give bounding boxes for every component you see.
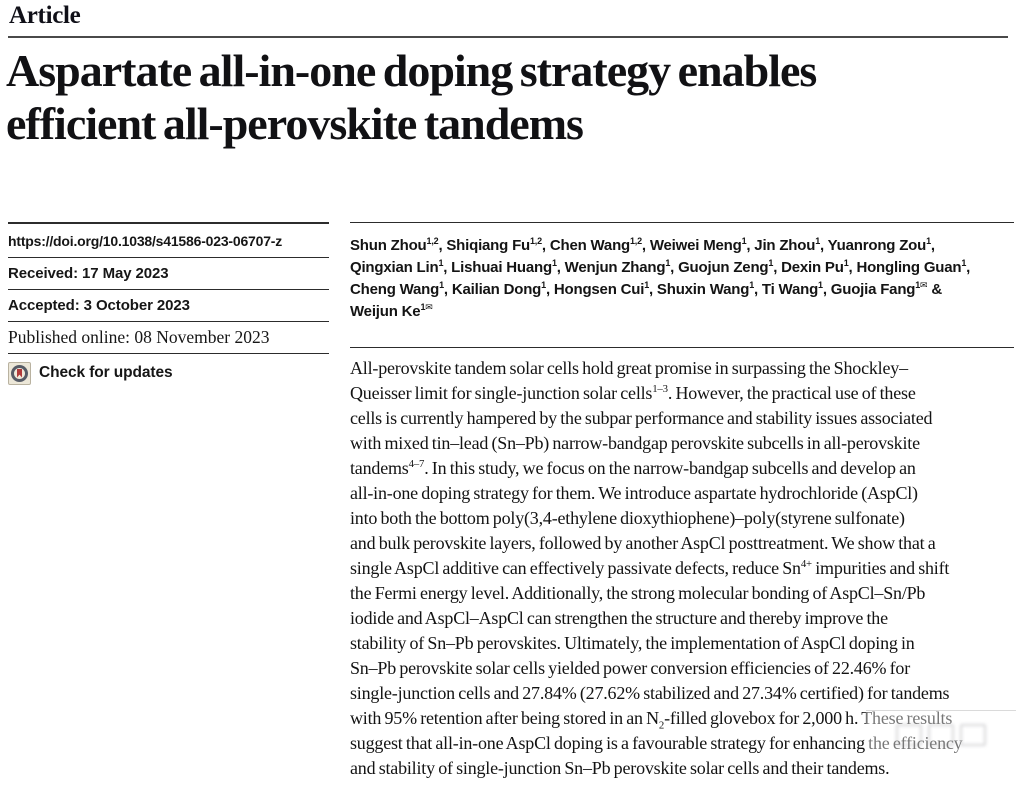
check-updates-label: Check for updates [39,364,173,381]
doi-row [8,224,329,258]
published-date: Published online: 08 November 2023 [8,327,270,347]
received-row [8,258,329,290]
article-kicker: Article [9,2,81,29]
crossmark-icon [8,362,31,385]
author-list: Shun Zhou$^{1,2}$, Shiqiang Fu$^{1,2}$, Chen Wang$^{1,2}$, Weiwei Meng$^1$, Jin Zhou$^1$, Yuanrong Zou$^1$, Qingxian Lin$^1$, Lishuai Huang$^1$, Wenjun Zhang$^1$, Guojun Zeng$^1$, Dexin Pu$^1$, Hongling Guan$^1$, Cheng Wang$^1$, Kailian Dong$^1$, Hongsen Cui$^1$, Shuxin Wang$^1$, Ti Wang$^1$, Guojia Fang$^{1✉}$ & Weijun $Ke^{1✉}$ [350,222,1014,347]
header-divider [8,36,1008,38]
received-date: Received: 17 May 2023 [8,265,169,282]
doi-link[interactable]: https://doi.org/10.1038/s41586-023-06707-z [8,232,283,249]
published-row [8,322,329,354]
article-body-column [350,222,1014,781]
article-metadata-panel [8,222,329,392]
check-updates-button[interactable] [8,354,329,392]
accepted-row [8,290,329,322]
abstract-text: All-perovskite tandem solar cells hold great promise in surpassing the Shockley– Queisser limit for single-junction solar cells$^{1-3}$. However, the practical use of these cells is currently hampered by the subpar performance and stability issues associated with mixed tin–lead (Sn–Pb) narrow-bandgap perovskite subcells in all-perovskite tandems$^{4-7}$. In this study, we focus on the narrow-bandgap subcells and develop an all-in-one doping strategy for them. We introduce aspartate hydrochloride (AspCl) into both the bottom poly(3,4-ethylene dioxythiophene)–poly(styrene sulfonate) and bulk perovskite layers, followed by another AspCl posttreatment. We show that a single AspCl additive can effectively passivate defects, reduce $Sn^{4+}$ impurities and shift the Fermi energy level. Additionally, the strong molecular bonding of AspCl–Sn/Pb iodide and AspCl–AspCl can strengthen the structure and thereby improve the stability of Sn–Pb perovskites. Ultimately, the implementation of AspCl doping in Sn–Pb perovskite solar cells yielded power conversion efficiencies of 22.46% for single-junction cells and 27.84% (27.62% stabilized and 27.34% certified) for tandems with 95% retention after being stored in an $N_2$-filled glovebox for 2,000 h. These results suggest that all-in-one AspCl doping is a favourable strategy for enhancing the efficiency and stability of single-junction Sn–Pb perovskite solar cells and their tandems. [350,347,1014,781]
accepted-date: Accepted: 3 October 2023 [8,297,190,314]
article-title: Aspartate all-in-one doping strategy enables efficient all-perovskite tandems [6,45,817,149]
